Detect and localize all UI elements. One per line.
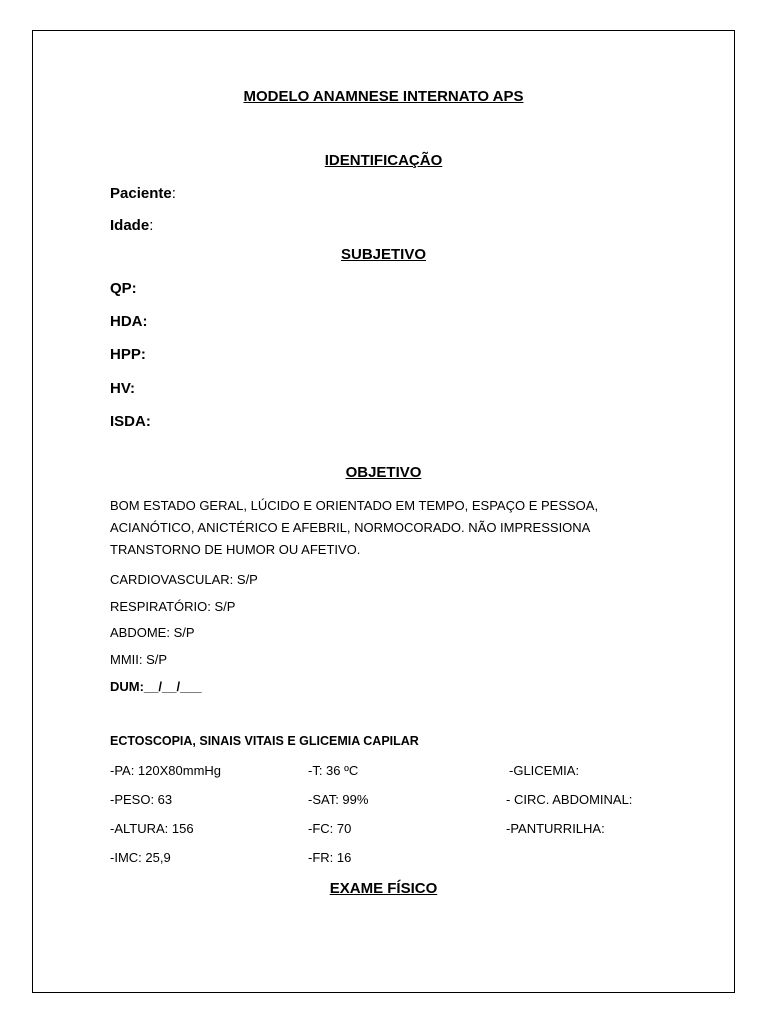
section-heading-exame-fisico: EXAME FÍSICO <box>329 880 438 897</box>
field-hda: HDA: <box>110 313 148 330</box>
field-hv: HV: <box>110 380 136 397</box>
field-isda: ISDA: <box>110 413 151 430</box>
vital-imc: -IMC: 25,9 <box>110 850 171 865</box>
field-colon: : <box>171 185 176 202</box>
field-label: Idade <box>110 217 150 234</box>
vital-fr: -FR: 16 <box>308 850 352 865</box>
paragraph-line: TRANSTORNO DE HUMOR OU AFETIVO. <box>110 542 361 557</box>
vital-altura: -ALTURA: 156 <box>110 821 194 836</box>
paragraph-line: ACIANÓTICO, ANICTÉRICO E AFEBRIL, NORMOCORADO. NÃO IMPRESSIONA <box>110 520 591 535</box>
objetivo-paragraph <box>110 495 658 561</box>
vital-panturrilha: -PANTURRILHA: <box>506 821 605 836</box>
vital-saturacao: -SAT: 99% <box>308 792 369 807</box>
section-heading-subjetivo: SUBJETIVO <box>340 246 427 263</box>
system-abdome: ABDOME: S/P <box>110 625 195 640</box>
paragraph-line: BOM ESTADO GERAL, LÚCIDO E ORIENTADO EM TEMPO, ESPAÇO E PESSOA, <box>110 498 599 513</box>
section-heading-identificacao: IDENTIFICAÇÃO <box>324 152 443 169</box>
vital-pa: -PA: 120X80mmHg <box>110 763 222 778</box>
field-label: Paciente <box>110 185 172 202</box>
vital-fc: -FC: 70 <box>308 821 352 836</box>
vital-peso: -PESO: 63 <box>110 792 173 807</box>
vital-temperatura: -T: 36 ºC <box>308 763 359 778</box>
field-qp: QP: <box>110 280 137 297</box>
system-cardiovascular: CARDIOVASCULAR: S/P <box>110 572 258 587</box>
section-heading-objetivo: OBJETIVO <box>345 464 422 481</box>
field-hpp: HPP: <box>110 346 146 363</box>
field-paciente <box>110 185 176 202</box>
section-heading-ectoscopia: ECTOSCOPIA, SINAIS VITAIS E GLICEMIA CAPILAR <box>110 734 419 748</box>
system-respiratorio: RESPIRATÓRIO: S/P <box>110 599 236 614</box>
vital-glicemia: -GLICEMIA: <box>509 763 580 778</box>
field-colon: : <box>149 217 154 234</box>
field-dum: DUM:__/__/___ <box>110 679 202 694</box>
vital-circ-abdominal: - CIRC. ABDOMINAL: <box>506 792 633 807</box>
document-title: MODELO ANAMNESE INTERNATO APS <box>243 88 524 105</box>
field-idade <box>110 217 153 234</box>
system-mmii: MMII: S/P <box>110 652 168 667</box>
